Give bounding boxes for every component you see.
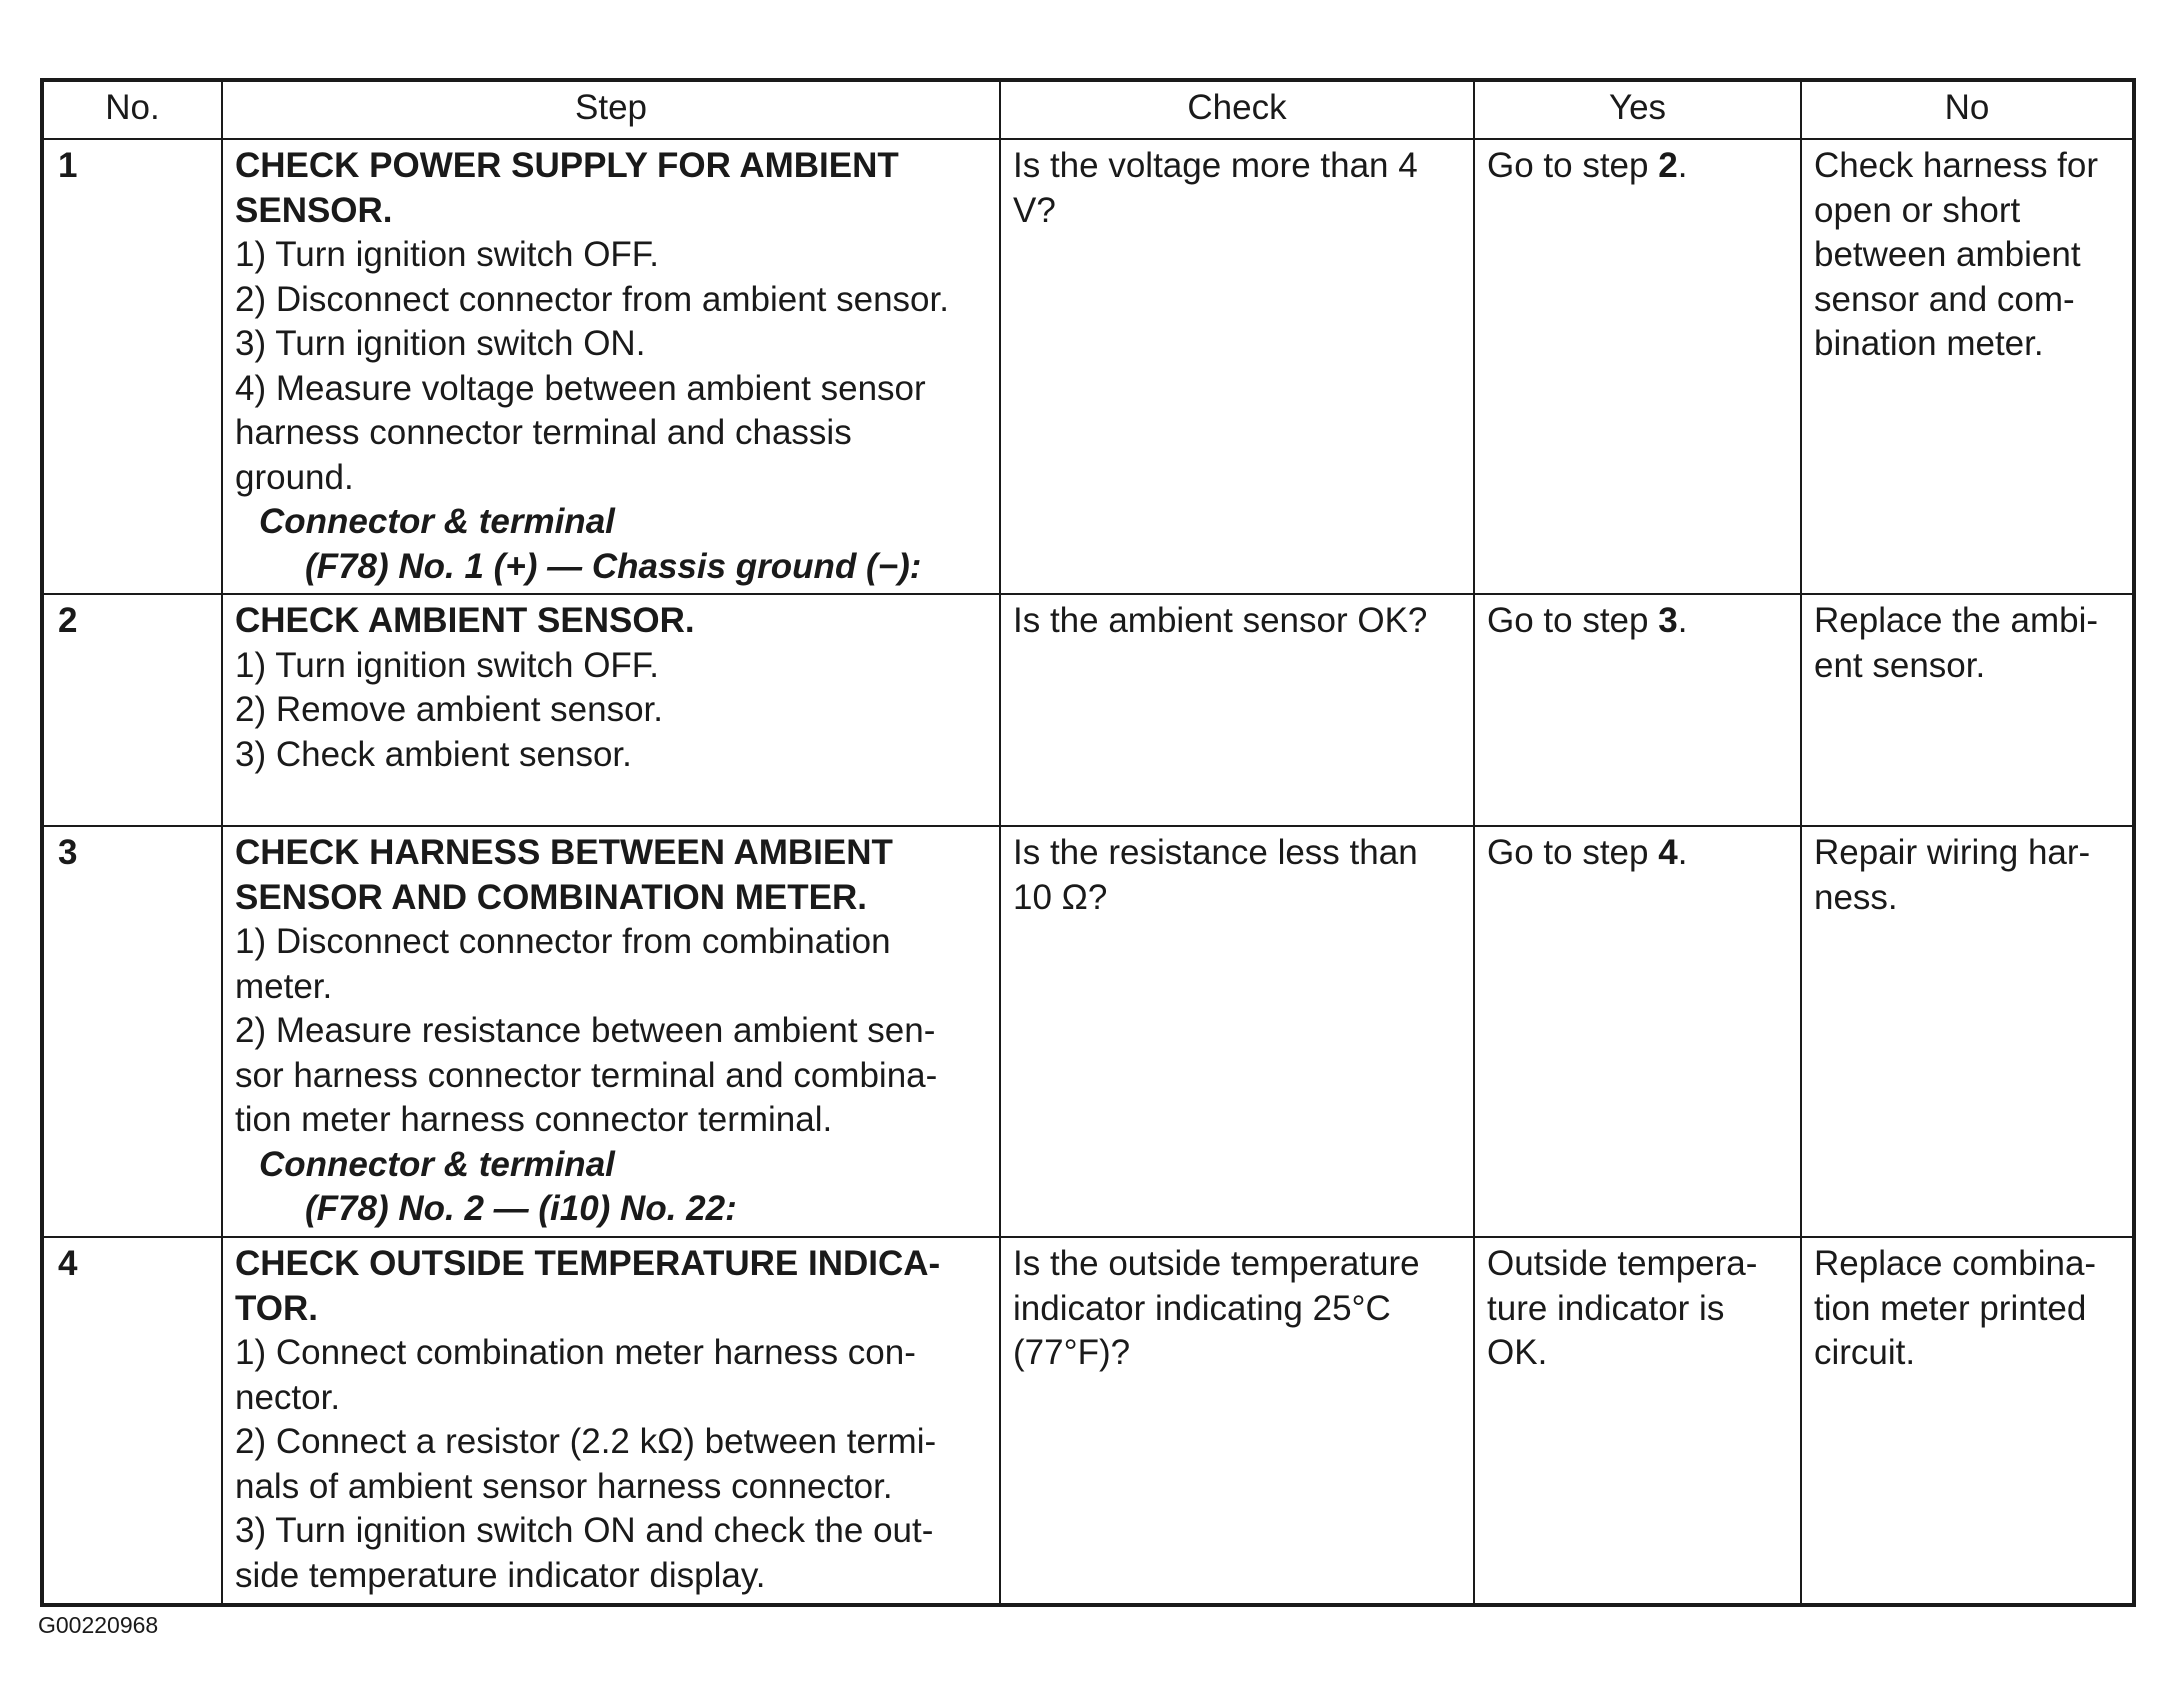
check-line: Is the ambient sensor OK? [1013, 601, 1428, 640]
step-line: nector. [235, 1377, 341, 1417]
connector-value: (F78) No. 1 (+) — Chassis ground (−): [305, 546, 922, 586]
yes-cell [1474, 1237, 1801, 1605]
step-title-line: CHECK OUTSIDE TEMPERATURE INDICA- [235, 1244, 941, 1283]
connector-label: Connector & terminal [259, 1144, 615, 1184]
connector-label: Connector & terminal [259, 502, 615, 541]
row-number: 2 [42, 594, 222, 826]
no-line: sensor and com- [1814, 279, 2075, 319]
step-title-line: TOR. [235, 1288, 318, 1328]
step-line: tion meter harness connector terminal. [235, 1100, 833, 1139]
check-cell [1000, 594, 1474, 826]
step-line: 2) Connect a resistor (2.2 kΩ) between termi- [235, 1422, 937, 1461]
step-line: 2) Disconnect connector from ambient sensor. [235, 279, 949, 319]
yes-cell [1474, 594, 1801, 826]
yes-line: OK. [1487, 1333, 1548, 1372]
step-line: meter. [235, 966, 333, 1006]
step-cell [222, 139, 1000, 594]
step-line: sor harness connector terminal and combina- [235, 1055, 938, 1095]
connector-value: (F78) No. 2 — (i10) No. 22: [305, 1189, 737, 1228]
step-title-line: SENSOR AND COMBINATION METER. [235, 877, 867, 917]
check-line: indicator indicating 25°C [1013, 1288, 1391, 1328]
no-line: open or short [1814, 190, 2021, 230]
check-line: Is the outside temperature [1013, 1244, 1420, 1283]
step-line: 3) Turn ignition switch ON. [235, 324, 646, 363]
step-line: 3) Check ambient sensor. [235, 734, 632, 774]
no-line: Replace the ambi- [1814, 601, 2099, 640]
check-cell [1000, 1237, 1474, 1605]
step-line: 1) Turn ignition switch OFF. [235, 645, 660, 685]
yes-suffix: . [1677, 833, 1688, 872]
step-line: 2) Remove ambient sensor. [235, 690, 663, 729]
yes-step-number: 3 [1658, 601, 1678, 640]
header-no: No. [42, 80, 222, 139]
no-line: ness. [1814, 877, 1898, 917]
header-step: Step [222, 80, 1000, 139]
no-line: between ambient [1814, 235, 2081, 274]
yes-line: Outside tempera- [1487, 1244, 1758, 1283]
figure-id: G00220968 [38, 1612, 159, 1638]
no-cell [1801, 826, 2134, 1237]
step-cell [222, 594, 1000, 826]
no-line: tion meter printed [1814, 1288, 2087, 1328]
check-line: V? [1013, 190, 1056, 230]
check-line: 10 Ω? [1013, 877, 1108, 917]
step-line: nals of ambient sensor harness connector. [235, 1466, 893, 1506]
yes-prefix: Go to step [1487, 601, 1659, 640]
yes-cell [1474, 139, 1801, 594]
check-cell [1000, 139, 1474, 594]
yes-suffix: . [1677, 146, 1688, 185]
table-row [42, 594, 2134, 826]
step-title-line: SENSOR. [235, 190, 393, 230]
yes-line: ture indicator is [1487, 1288, 1725, 1328]
yes-prefix: Go to step [1487, 833, 1659, 872]
check-line: (77°F)? [1013, 1333, 1131, 1372]
no-line: Repair wiring har- [1814, 833, 2091, 872]
no-line: bination meter. [1814, 324, 2044, 363]
check-line: Is the resistance less than [1013, 833, 1418, 872]
no-line: Replace combina- [1814, 1244, 2097, 1283]
diagnostic-table-container [40, 78, 2132, 1607]
yes-step-number: 2 [1658, 146, 1678, 185]
step-title-line: CHECK POWER SUPPLY FOR AMBIENT [235, 146, 899, 185]
row-number: 3 [42, 826, 222, 1237]
yes-suffix: . [1677, 601, 1688, 640]
check-line: Is the voltage more than 4 [1013, 146, 1418, 185]
table-row [42, 139, 2134, 594]
no-cell [1801, 1237, 2134, 1605]
step-cell [222, 1237, 1000, 1605]
step-line: side temperature indicator display. [235, 1555, 766, 1595]
step-line: 2) Measure resistance between ambient sen- [235, 1011, 936, 1050]
header-check: Check [1000, 80, 1474, 139]
row-number: 4 [42, 1237, 222, 1605]
step-line: ground. [235, 457, 354, 497]
step-title-line: CHECK AMBIENT SENSOR. [235, 601, 695, 640]
header-yes: Yes [1474, 80, 1801, 139]
table-row [42, 1237, 2134, 1605]
yes-step-number: 4 [1658, 833, 1678, 872]
step-line: harness connector terminal and chassis [235, 413, 852, 452]
header-row [42, 80, 2134, 139]
diagnostic-table [40, 78, 2136, 1607]
table-row [42, 826, 2134, 1237]
step-line: 1) Turn ignition switch OFF. [235, 235, 660, 274]
row-number: 1 [42, 139, 222, 594]
step-line: 1) Connect combination meter harness con- [235, 1333, 916, 1372]
step-line: 1) Disconnect connector from combination [235, 922, 891, 961]
no-line: circuit. [1814, 1333, 1916, 1372]
no-line: ent sensor. [1814, 645, 1986, 685]
no-line: Check harness for [1814, 146, 2099, 185]
step-cell [222, 826, 1000, 1237]
header-no-action: No [1801, 80, 2134, 139]
step-title-line: CHECK HARNESS BETWEEN AMBIENT [235, 833, 893, 872]
no-cell [1801, 594, 2134, 826]
yes-prefix: Go to step [1487, 146, 1659, 185]
yes-cell [1474, 826, 1801, 1237]
step-line: 3) Turn ignition switch ON and check the out- [235, 1511, 934, 1550]
check-cell [1000, 826, 1474, 1237]
no-cell [1801, 139, 2134, 594]
step-line: 4) Measure voltage between ambient sensor [235, 368, 926, 408]
